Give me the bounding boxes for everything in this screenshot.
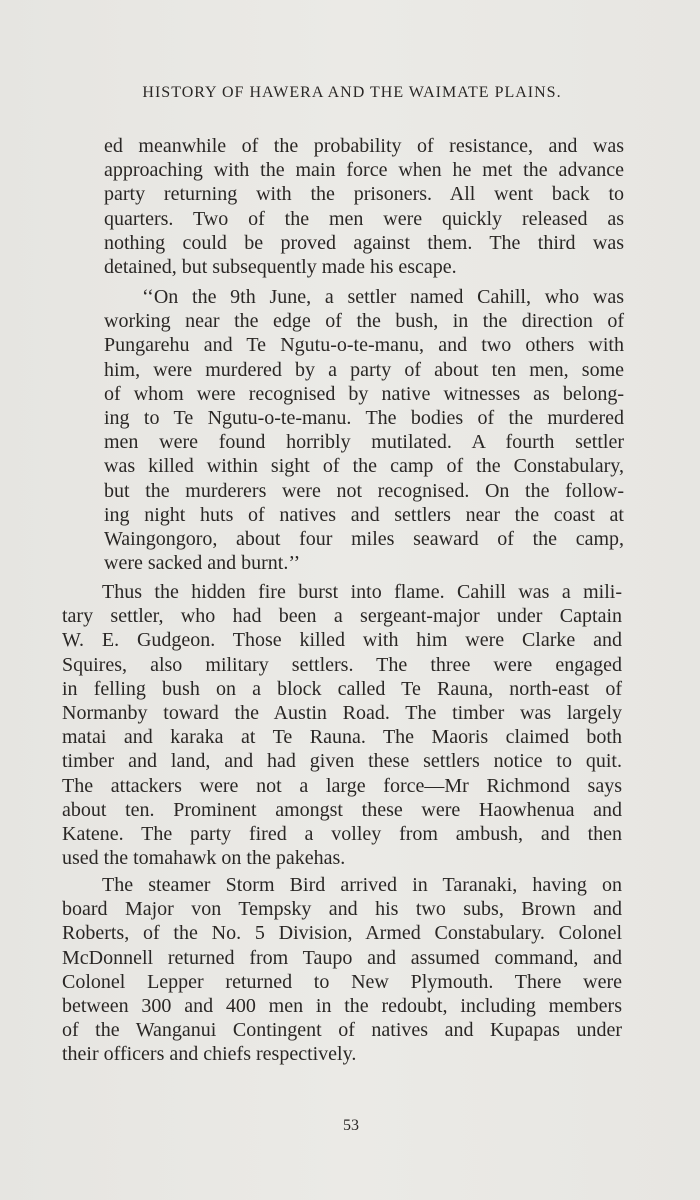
body-paragraph (62, 873, 622, 1067)
text-line: ing night huts of natives and settlers near the coast at (104, 503, 624, 526)
text-line: between 300 and 400 men in the redoubt, including members (62, 995, 622, 1018)
running-head: HISTORY OF HAWERA AND THE WAIMATE PLAINS. (142, 84, 562, 101)
text-line: The steamer Storm Bird arrived in Taranaki, having on (102, 874, 622, 896)
text-line: but the murderers were not recognised. On the follow- (104, 479, 624, 502)
text-line: Normanby toward the Austin Road. The timber was largely (62, 702, 622, 725)
text-line: used the tomahawk on the pakehas. (62, 847, 346, 870)
text-line: Colonel Lepper returned to New Plymouth. There were (62, 970, 622, 993)
text-line: him, were murdered by a party of about ten men, some (104, 358, 624, 381)
quote-paragraph-continued (104, 134, 624, 279)
body-paragraph (62, 580, 622, 870)
text-line: Thus the hidden fire burst into flame. Cahill was a mili- (102, 581, 622, 603)
text-line: about ten. Prominent amongst these were Haowhenua and (62, 798, 622, 821)
text-line: The attackers were not a large force—Mr Richmond says (62, 774, 622, 797)
text-line: W. E. Gudgeon. Those killed with him were Clarke and (62, 629, 622, 652)
text-line: was killed within sight of the camp of the Constabulary, (104, 455, 624, 478)
text-line: their officers and chiefs respectively. (62, 1043, 357, 1066)
text-line: Katene. The party fired a volley from ambush, and then (62, 823, 622, 846)
text-line: approaching with the main force when he met the advance (104, 159, 624, 182)
text-line: were sacked and burnt.’’ (104, 552, 301, 575)
text-line: Roberts, of the No. 5 Division, Armed Constabulary. Colonel (62, 922, 622, 945)
quote-paragraph (104, 285, 624, 575)
text-line: ing to Te Ngutu-o-te-manu. The bodies of the murdered (104, 407, 624, 430)
text-line: detained, but subsequently made his escape. (104, 256, 457, 279)
text-line: in felling bush on a block called Te Rauna, north-east of (62, 677, 622, 700)
text-line: timber and land, and had given these settlers notice to quit. (62, 750, 622, 773)
text-line: of the Wanganui Contingent of natives and Kupapas under (62, 1019, 622, 1042)
text-line: board Major von Tempsky and his two subs, Brown and (62, 898, 622, 921)
text-line: Pungarehu and Te Ngutu-o-te-manu, and two others with (104, 334, 624, 357)
text-line: nothing could be proved against them. The third was (104, 231, 624, 254)
text-line: tary settler, who had been a sergeant-major under Captain (62, 605, 622, 628)
text-line: of whom were recognised by native witnesses as belong- (104, 382, 624, 405)
text-line: matai and karaka at Te Rauna. The Maoris claimed both (62, 726, 622, 749)
text-line: Squires, also military settlers. The three were engaged (62, 653, 622, 676)
text-line: ‘‘On the 9th June, a settler named Cahill, who was (142, 286, 624, 308)
text-line: McDonnell returned from Taupo and assumed command, and (62, 946, 622, 969)
text-line: quarters. Two of the men were quickly released as (104, 207, 624, 230)
text-line: men were found horribly mutilated. A fourth settler (104, 431, 624, 454)
text-line: Waingongoro, about four miles seaward of the camp, (104, 528, 624, 551)
page-number: 53 (343, 1117, 359, 1134)
text-line: working near the edge of the bush, in the direction of (104, 310, 624, 333)
text-line: party returning with the prisoners. All went back to (104, 183, 624, 206)
text-line: ed meanwhile of the probability of resistance, and was (104, 135, 624, 157)
